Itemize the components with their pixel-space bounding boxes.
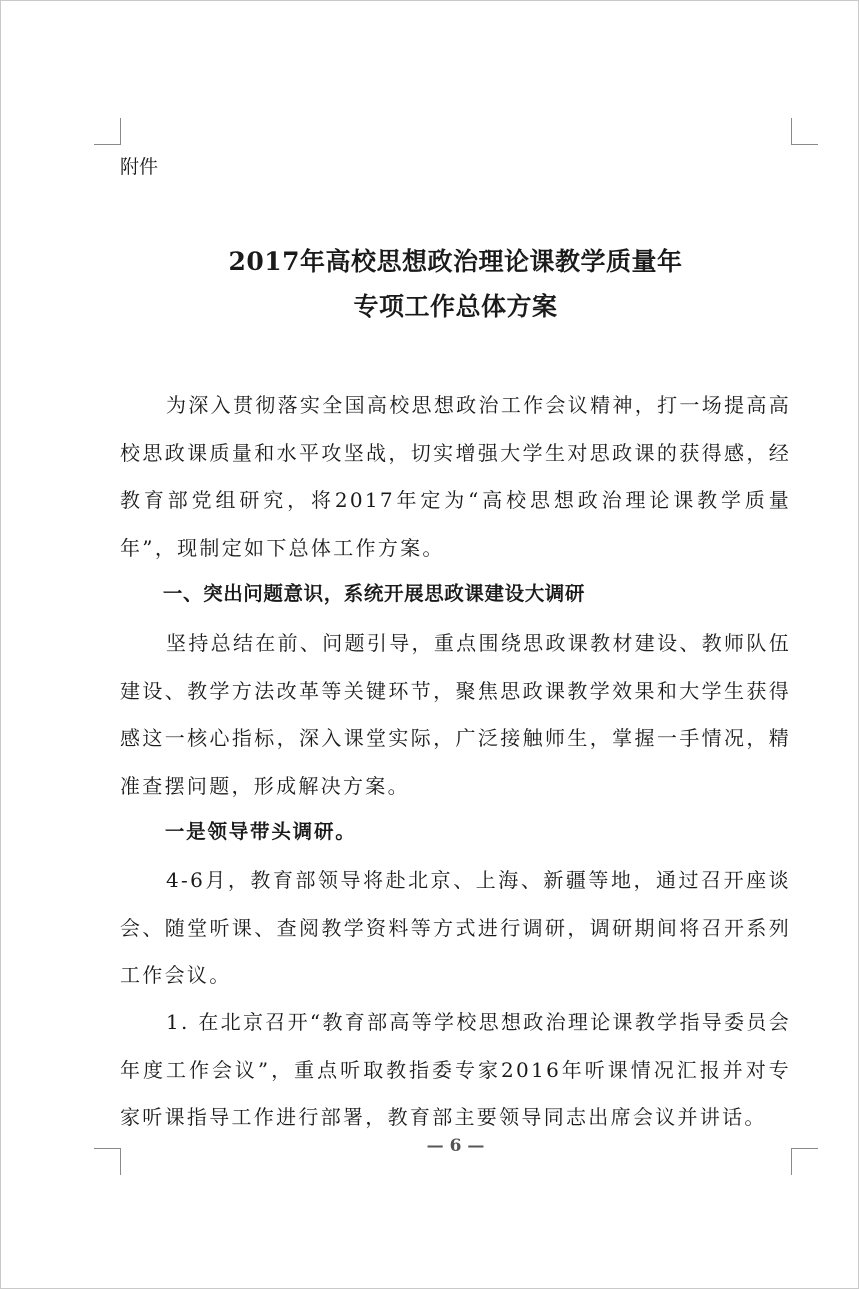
subheading-leader-research: 一是领导带头调研。	[164, 820, 357, 843]
crop-mark-top-right	[791, 118, 818, 145]
crop-mark-top-left	[94, 118, 121, 145]
paragraph-section-1: 坚持总结在前、问题引导，重点围绕思政课教材建设、教师队伍建设、教学方法改革等关键环节，聚焦思政课教学效果和大学生获得感这一核心指标，深入课堂实际，广泛接触师生，掌握一手情况，精准查摆问题，形成解决方案。	[120, 631, 791, 798]
page-number: — 6 —	[426, 1136, 485, 1156]
section-heading-1: 一、突出问题意识，系统开展思政课建设大调研	[162, 582, 585, 605]
document-title-line-2: 专项工作总体方案	[353, 292, 558, 321]
paragraph-intro: 为深入贯彻落实全国高校思想政治工作会议精神，打一场提高高校思政课质量和水平攻坚战，切实增强大学生对思政课的获得感，经教育部党组研究，将2017年定为“高校思想政治理论课教学质量年”，现制定如下总体工作方案。	[120, 393, 791, 560]
crop-mark-bottom-right	[791, 1148, 818, 1175]
paragraph-item-1: 1. 在北京召开“教育部高等学校思想政治理论课教学指导委员会年度工作会议”，重点听取教指委专家2016年听课情况汇报并对专家听课指导工作进行部署，教育部主要领导同志出席会议并讲话。	[120, 1010, 791, 1130]
crop-mark-bottom-left	[94, 1148, 121, 1175]
paragraph-leader-research: 4-6月，教育部领导将赴北京、上海、新疆等地，通过召开座谈会、随堂听课、查阅教学资料等方式进行调研，调研期间将召开系列工作会议。	[120, 868, 791, 988]
document-title-line-1: 2017年高校思想政治理论课教学质量年	[228, 247, 683, 276]
attachment-label: 附件	[120, 156, 159, 178]
